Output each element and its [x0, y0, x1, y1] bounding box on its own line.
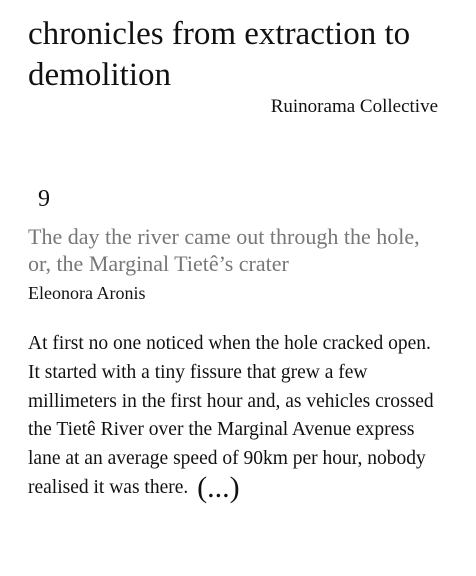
chapter-body [28, 330, 440, 503]
chapter-body-text: At first no one noticed when the hole cracked open. It started with a tiny fissure that grew a few millimeters in the first hour and, as vehicles crossed the Tietê River over the Marginal Avenue express lane at an average speed of 90km per hour, nobody realised it was there. [28, 333, 434, 498]
read-more-marker[interactable]: (...) [197, 470, 240, 504]
chapter-author: Eleonora Aronis [28, 283, 146, 303]
book-title: chronicles from extraction to demolition [28, 16, 411, 93]
chapter-number: 9 [38, 186, 50, 212]
book-author: Ruinorama Collective [270, 96, 438, 117]
chapter-title: The day the river came out through the hole, or, the Marginal Tietê’s crater [28, 224, 420, 276]
